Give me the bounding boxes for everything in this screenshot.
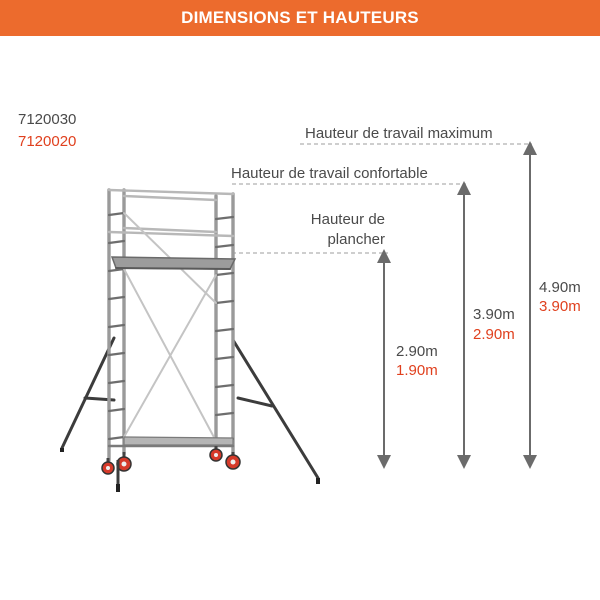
floor-height-secondary: 1.90m (396, 362, 438, 379)
base-platform (124, 437, 233, 445)
comfort-work-height-label: Hauteur de travail confortable (231, 165, 428, 182)
floor-height-label-line1: Hauteur de (310, 211, 385, 228)
comfort-height-primary: 3.90m (473, 306, 515, 323)
max-height-primary: 4.90m (539, 279, 581, 296)
model-number-secondary: 7120020 (18, 133, 77, 150)
scaffold-frame (109, 190, 235, 460)
floor-height-label-line2: plancher (327, 231, 385, 248)
max-work-height-label: Hauteur de travail maximum (305, 125, 493, 142)
max-height-secondary: 3.90m (539, 298, 581, 315)
stabilizer-outriggers (62, 338, 318, 478)
castor-wheels (62, 446, 318, 492)
model-number-primary: 7120030 (18, 111, 77, 128)
comfort-height-secondary: 2.90m (473, 326, 515, 343)
banner-title: DIMENSIONS ET HAUTEURS (181, 8, 419, 27)
floor-height-primary: 2.90m (396, 343, 438, 360)
